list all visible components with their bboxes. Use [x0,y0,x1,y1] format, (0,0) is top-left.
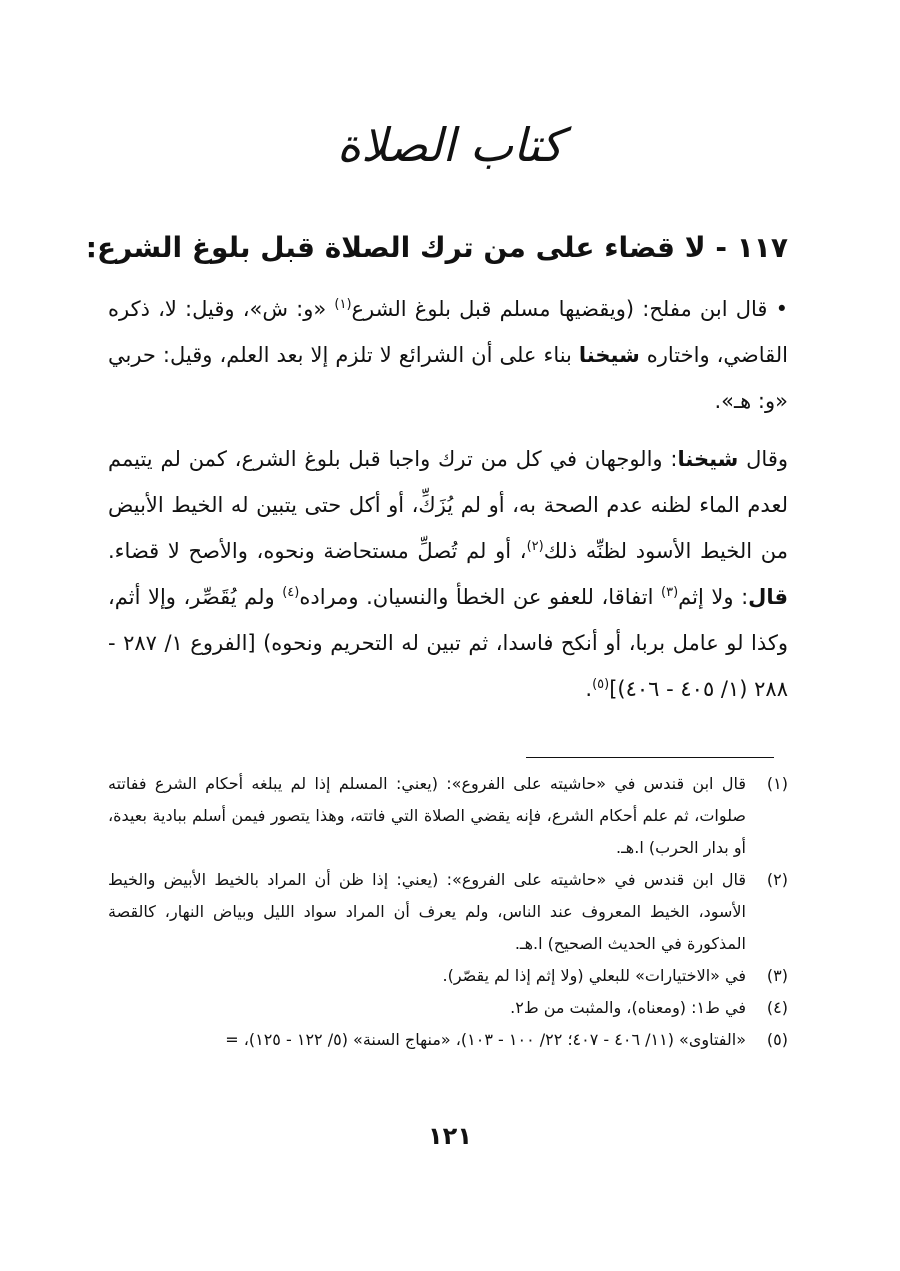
paragraph-text: ، أو لم تُصلِّ مستحاضة ونحوه، والأصح لا قضاء. [108,539,527,563]
footnote-number: (٢) [766,870,788,889]
paragraph-text: • قال ابن مفلح: (ويقضيها مسلم قبل بلوغ الشرع [351,297,789,321]
footnote-2 [108,864,788,960]
footnote-number: (١) [766,774,788,793]
paragraph-text: اتفاقا، للعفو عن الخطأ والنسيان. ومراده [299,585,662,609]
emphasis-shaykhuna: شيخنا [677,447,739,471]
footnote-text: في ط١: (ومعناه)، والمثبت من ط٢. [510,998,746,1017]
footnote-divider [526,757,774,758]
footnote-number: (٣) [766,966,788,985]
paragraph-text: . [585,677,593,701]
footnote-1 [108,768,788,864]
emphasis-shaykhuna: شيخنا [578,343,640,367]
paragraph-ibn-muflih [108,286,788,424]
book-title: كتاب الصلاة [337,118,563,172]
footnote-3 [108,960,788,992]
footnote-ref-3[interactable]: (٣) [661,585,679,600]
footnote-text: في «الاختيارات» للبعلي (ولا إثم إذا لم يقصّر). [442,966,746,985]
footnote-ref-2[interactable]: (٢) [526,539,544,554]
paragraph-shaykhuna [108,436,788,712]
section-heading: ١١٧ - لا قضاء على من ترك الصلاة قبل بلوغ الشرع: [85,231,788,264]
paragraph-text: بناء على أن الشرائع لا تلزم إلا بعد العلم، وقيل: حربي «و: هـ». [108,343,788,413]
paragraph-text: «و: ش»، وقيل: لا، ذكره القاضي، واختاره [108,297,788,367]
footnote-text: قال ابن قندس في «حاشيته على الفروع»: (يعني: إذا ظن أن المراد بالخيط الأبيض والخيط الأسود، الخيط المعروف عند الناس، ولم يعرف أن المراد سواد الليل وبياض النهار، كالقصة المذكورة في الحديث الصحيح) ا.هـ. [108,870,746,953]
paragraph-text: وقال [738,447,788,471]
footnote-ref-4[interactable]: (٤) [282,585,300,600]
paragraph-text: : والوجهان في كل من ترك واجبا قبل بلوغ الشرع، كمن لم يتيمم لعدم الماء لظنه عدم الصحة به، أو لم يُزَكِّ، أو أكل حتى يتبين له الخيط الأبيض من الخيط الأسود لظنِّه ذلك [108,447,788,563]
footnote-number: (٥) [766,1030,788,1049]
page-number: ١٢١ [428,1122,472,1150]
footnote-text: قال ابن قندس في «حاشيته على الفروع»: (يعني: المسلم إذا لم يبلغه أحكام الشرع ففاتته صلوات، ثم علم أحكام الشرع، فإنه يقضي الصلاة التي فاتته، وهذا يتصور فيمن أسلم ببادية بعيدة، أو بدار الحرب) ا.هـ. [108,774,746,857]
footnote-text: «الفتاوى» (١١/ ٤٠٦ - ٤٠٧؛ ٢٢/ ١٠٠ - ١٠٣)، «منهاج السنة» (٥/ ١٢٢ - ١٢٥)، = [225,1030,746,1049]
paragraph-text: : ولا إثم [678,585,749,609]
paragraph-text: ولم يُقَصِّر، وإلا أثم، وكذا لو عامل بربا، أو أنكح فاسدا، ثم تبين له التحريم ونحوه) [الفروع ١/ ٢٨٧ - ٢٨٨ (١/ ٤٠٥ - ٤٠٦)] [108,585,788,701]
footnote-5 [108,1024,788,1056]
footnotes [108,768,788,1056]
emphasis-qala: قال [748,585,788,609]
footnote-4 [108,992,788,1024]
footnote-ref-5[interactable]: (٥) [592,677,610,692]
footnote-number: (٤) [766,998,788,1017]
footnote-ref-1[interactable]: (١) [334,297,352,312]
